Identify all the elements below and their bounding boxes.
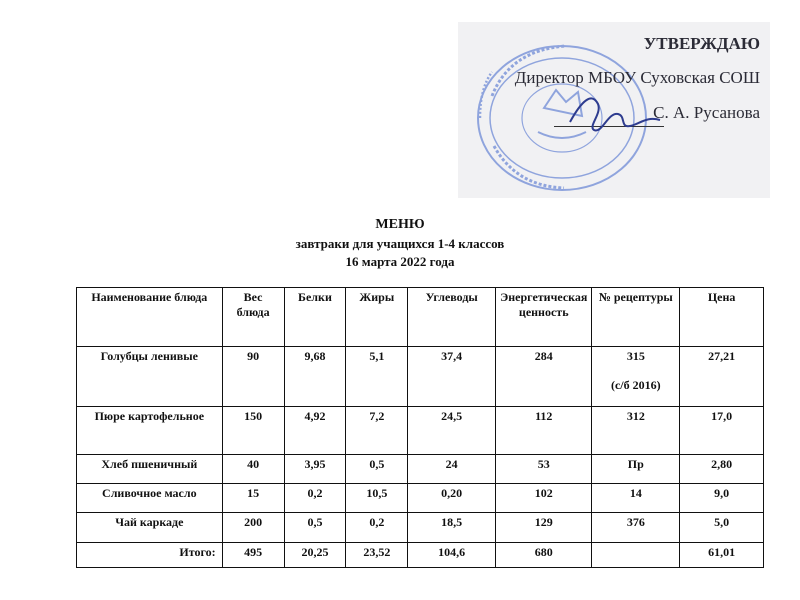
header-weight: Вес блюда <box>222 288 284 347</box>
dish-carbs: 24,5 <box>408 407 496 455</box>
dish-price: 5,0 <box>680 513 764 543</box>
dish-recipe: 312 <box>592 407 680 455</box>
dish-price: 9,0 <box>680 484 764 513</box>
dish-recipe-cell <box>592 347 680 407</box>
dish-weight: 150 <box>222 407 284 455</box>
dish-recipe-note: (с/б 2016) <box>610 378 661 392</box>
total-weight: 495 <box>222 543 284 568</box>
table-row <box>77 513 764 543</box>
total-label: Итого: <box>77 543 223 568</box>
header-energy: Энергетическая ценность <box>496 288 592 347</box>
dish-protein: 0,5 <box>284 513 346 543</box>
dish-recipe: 315 <box>626 349 645 363</box>
dish-protein: 9,68 <box>284 347 346 407</box>
document-subtitle: завтраки для учащихся 1-4 классов <box>295 236 505 251</box>
total-protein: 20,25 <box>284 543 346 568</box>
table-row <box>77 407 764 455</box>
total-price: 61,01 <box>680 543 764 568</box>
dish-name: Голубцы ленивые <box>77 347 223 407</box>
header-recipe: № рецептуры <box>592 288 680 347</box>
document-title: МЕНЮ <box>375 217 425 232</box>
total-row <box>77 543 764 568</box>
dish-fat: 7,2 <box>346 407 408 455</box>
dish-energy: 53 <box>496 455 592 484</box>
approval-title: УТВЕРЖДАЮ <box>643 34 760 53</box>
dish-name: Хлеб пшеничный <box>77 455 223 484</box>
dish-energy: 112 <box>496 407 592 455</box>
dish-recipe: 14 <box>592 484 680 513</box>
table-header-row <box>77 288 764 347</box>
dish-fat: 10,5 <box>346 484 408 513</box>
dish-fat: 5,1 <box>346 347 408 407</box>
dish-fat: 0,5 <box>346 455 408 484</box>
dish-protein: 0,2 <box>284 484 346 513</box>
dish-name: Пюре картофельное <box>77 407 223 455</box>
document-date: 16 марта 2022 года <box>345 254 455 269</box>
approval-block <box>458 22 770 198</box>
header-protein: Белки <box>284 288 346 347</box>
dish-weight: 90 <box>222 347 284 407</box>
dish-recipe: Пр <box>592 455 680 484</box>
dish-price: 2,80 <box>680 455 764 484</box>
table-row <box>77 455 764 484</box>
total-energy: 680 <box>496 543 592 568</box>
total-carbs: 104,6 <box>408 543 496 568</box>
approval-position: Директор МБОУ Суховская СОШ <box>514 68 760 87</box>
dish-protein: 4,92 <box>284 407 346 455</box>
dish-energy: 284 <box>496 347 592 407</box>
header-fat: Жиры <box>346 288 408 347</box>
dish-protein: 3,95 <box>284 455 346 484</box>
table-row <box>77 347 764 407</box>
dish-energy: 102 <box>496 484 592 513</box>
approval-name: С. А. Русанова <box>653 103 760 122</box>
dish-name: Чай каркаде <box>77 513 223 543</box>
dish-price: 27,21 <box>680 347 764 407</box>
total-fat: 23,52 <box>346 543 408 568</box>
dish-weight: 15 <box>222 484 284 513</box>
dish-price: 17,0 <box>680 407 764 455</box>
total-recipe <box>592 543 680 568</box>
dish-weight: 40 <box>222 455 284 484</box>
dish-carbs: 37,4 <box>408 347 496 407</box>
header-dish-name: Наименование блюда <box>77 288 223 347</box>
dish-carbs: 18,5 <box>408 513 496 543</box>
dish-weight: 200 <box>222 513 284 543</box>
table-row <box>77 484 764 513</box>
dish-recipe: 376 <box>592 513 680 543</box>
menu-table <box>76 287 764 568</box>
header-carbs: Углеводы <box>408 288 496 347</box>
dish-name: Сливочное масло <box>77 484 223 513</box>
dish-carbs: 0,20 <box>408 484 496 513</box>
header-price: Цена <box>680 288 764 347</box>
dish-fat: 0,2 <box>346 513 408 543</box>
dish-carbs: 24 <box>408 455 496 484</box>
dish-energy: 129 <box>496 513 592 543</box>
